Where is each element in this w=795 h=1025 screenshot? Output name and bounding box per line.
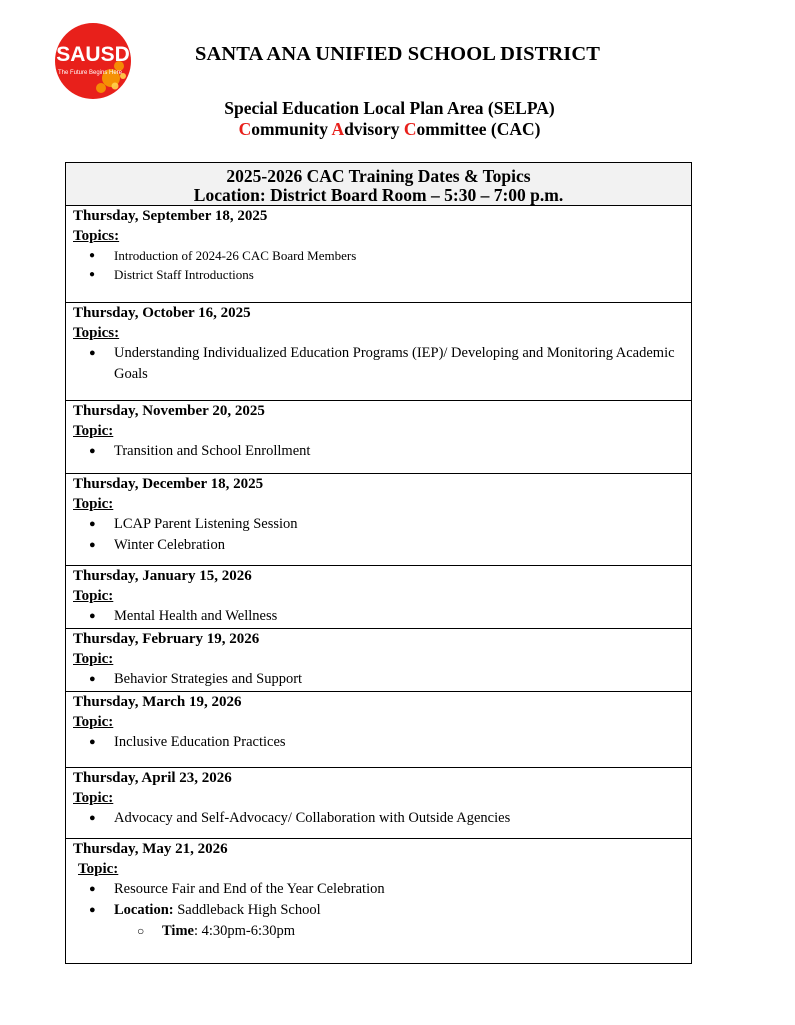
cac-letter-a: A	[331, 119, 345, 139]
table-row	[66, 206, 691, 303]
topic-text: District Staff Introductions	[114, 267, 254, 282]
cac-word-advisory: dvisory	[344, 119, 404, 139]
topic-label: Topic:	[73, 714, 114, 730]
list-item	[73, 514, 691, 535]
bullet-icon: ●	[89, 610, 96, 622]
topic-list	[73, 606, 691, 627]
list-item	[73, 732, 691, 753]
topic-label: Topics:	[73, 228, 120, 244]
bullet-icon: ●	[89, 539, 96, 551]
cac-letter-c2: C	[403, 119, 417, 139]
session-date: Thursday, April 23, 2026	[73, 770, 232, 786]
list-item	[73, 606, 691, 627]
topic-label: Topic:	[73, 790, 114, 806]
topic-text: Mental Health and Wellness	[114, 608, 278, 624]
bullet-icon: ●	[89, 673, 96, 685]
circle-bullet-icon: ○	[137, 924, 145, 938]
selpa-subtitle: Special Education Local Plan Area (SELPA)	[224, 98, 555, 118]
list-item	[73, 808, 691, 829]
topic-list	[73, 732, 691, 753]
table-row	[66, 566, 691, 629]
topic-text: LCAP Parent Listening Session	[114, 516, 298, 532]
location-label: Location:	[114, 902, 174, 918]
table-row	[66, 629, 691, 692]
session-date: Thursday, October 16, 2025	[73, 305, 251, 321]
topic-label: Topic:	[73, 588, 114, 604]
topic-list	[73, 246, 691, 284]
topic-label: Topic:	[73, 651, 114, 667]
bullet-icon: ●	[89, 518, 96, 530]
list-item	[73, 900, 691, 921]
session-date: Thursday, March 19, 2026	[73, 694, 242, 710]
list-item	[73, 921, 691, 942]
topic-list	[73, 343, 691, 385]
bullet-icon: ●	[89, 445, 96, 457]
table-row	[66, 839, 691, 963]
time-label: Time	[162, 923, 194, 939]
cac-word-committee: ommittee (CAC)	[416, 119, 541, 139]
session-date: Thursday, November 20, 2025	[73, 403, 265, 419]
session-date: Thursday, January 15, 2026	[73, 568, 252, 584]
logo-tagline: The Future Begins Here	[57, 70, 123, 76]
time-value: : 4:30pm-6:30pm	[193, 923, 296, 939]
logo-text: SAUSD	[56, 43, 130, 66]
topic-text: Behavior Strategies and Support	[114, 671, 303, 687]
list-item	[73, 246, 691, 265]
topic-list	[73, 808, 691, 829]
table-row	[66, 474, 691, 566]
cac-subtitle	[0, 119, 787, 140]
list-item	[73, 441, 691, 462]
topic-list	[73, 514, 691, 556]
session-date: Thursday, May 21, 2026	[73, 841, 228, 857]
topic-text: Winter Celebration	[114, 537, 225, 553]
topic-list	[73, 669, 691, 690]
table-row	[66, 401, 691, 474]
district-title: SANTA ANA UNIFIED SCHOOL DISTRICT	[195, 43, 601, 65]
bullet-icon: ●	[89, 250, 96, 261]
list-item	[73, 343, 691, 385]
list-item	[73, 265, 691, 284]
topic-text: Inclusive Education Practices	[114, 734, 286, 750]
sausd-logo	[53, 22, 133, 100]
location-value: Saddleback High School	[173, 902, 321, 918]
topic-label: Topic:	[73, 423, 114, 439]
table-row	[66, 692, 691, 768]
topic-text: Introduction of 2024-26 CAC Board Members	[114, 248, 357, 263]
session-date: Thursday, February 19, 2026	[73, 631, 260, 647]
session-date: Thursday, December 18, 2025	[73, 476, 264, 492]
list-item	[73, 669, 691, 690]
topic-text: Transition and School Enrollment	[114, 443, 311, 459]
cac-word-community: ommunity	[251, 119, 332, 139]
list-item	[73, 535, 691, 556]
bullet-icon: ●	[89, 736, 96, 748]
topic-list	[73, 441, 691, 462]
topic-text: Advocacy and Self-Advocacy/ Collaboration with Outside Agencies	[114, 810, 511, 826]
bullet-icon: ●	[89, 883, 96, 895]
bullet-icon: ●	[89, 347, 96, 359]
sausd-logo-graphic	[53, 22, 133, 100]
bullet-icon: ●	[89, 269, 96, 280]
cac-letter-c: C	[238, 119, 252, 139]
table-header	[66, 163, 691, 206]
topic-label: Topic:	[73, 496, 114, 512]
training-schedule-table	[65, 162, 692, 964]
table-row	[66, 768, 691, 839]
bullet-icon: ●	[89, 812, 96, 824]
topic-list	[73, 879, 691, 921]
session-date: Thursday, September 18, 2025	[73, 208, 268, 224]
table-row	[66, 303, 691, 401]
topic-label: Topics:	[73, 325, 120, 341]
topic-label: Topic:	[78, 861, 119, 877]
table-title: 2025-2026 CAC Training Dates & Topics	[226, 166, 531, 186]
table-location: Location: District Board Room – 5:30 – 7:00 p.m.	[193, 185, 564, 205]
topic-text: Resource Fair and End of the Year Celebration	[114, 881, 385, 897]
list-item	[73, 879, 691, 900]
bullet-icon: ●	[89, 904, 96, 916]
topic-text: Understanding Individualized Education Programs (IEP)/ Developing and Monitoring Academic Goals	[114, 345, 675, 382]
time-sublist	[73, 921, 691, 942]
